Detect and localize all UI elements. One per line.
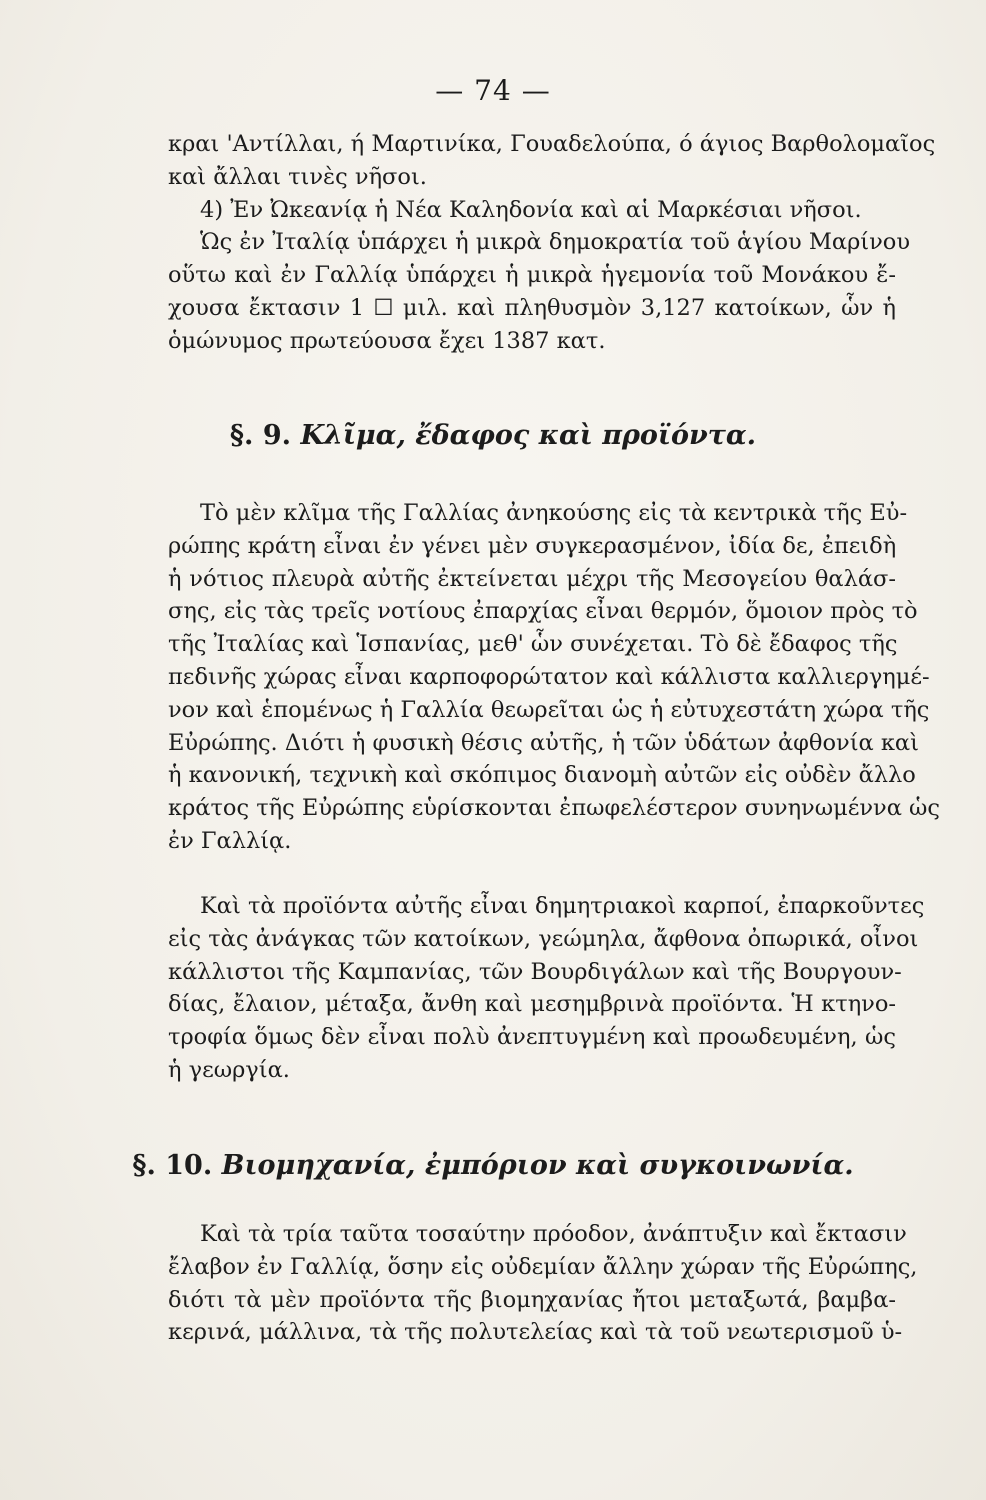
text-line: ἐν Γαλλίᾳ. <box>168 827 292 854</box>
page-number: — 74 — <box>435 74 551 107</box>
section-10-heading <box>0 1150 986 1181</box>
text-line: διότι τὰ μὲν προϊόντα τῆς βιομηχανίας ἤτοι μεταξωτά, βαμβα- <box>168 1286 896 1313</box>
text-line: ἡ γεωργία. <box>168 1056 290 1083</box>
section-number: §. 10. <box>132 1150 213 1181</box>
section-title: Βιομηχανία, ἐμπόριον καὶ συγκοινωνία. <box>221 1150 854 1181</box>
text-line: ὁμώνυμος πρωτεύουσα ἔχει 1387 κατ. <box>168 327 606 354</box>
text-line: κάλλιστοι τῆς Καμπανίας, τῶν Βουρδιγάλων καὶ τῆς Βουργουν- <box>168 958 902 985</box>
text-line: χουσα ἔκτασιν 1 ☐ μιλ. καὶ πληθυσμὸν 3,127 κατοίκων, ὧν ἡ <box>168 294 896 321</box>
text-line: ἔλαβον ἐν Γαλλίᾳ, ὅσην εἰς οὐδεμίαν ἄλλην χώραν τῆς Εὐρώπης, <box>168 1253 918 1280</box>
text-line: πεδινῆς χώρας εἶναι καρποφορώτατον καὶ κάλλιστα καλλιεργημέ- <box>168 663 930 690</box>
text-line: οὕτω καὶ ἐν Γαλλίᾳ ὑπάρχει ἡ μικρὰ ἡγεμονία τοῦ Μονάκου ἔ- <box>168 262 896 289</box>
text-line: ἡ νότιος πλευρὰ αὐτῆς ἐκτείνεται μέχρι τῆς Μεσογείου θαλάσ- <box>168 565 896 592</box>
text-line: Ὡς ἐν Ἰταλίᾳ ὑπάρχει ἡ μικρὰ δημοκρατία τοῦ ἁγίου Μαρίνου <box>200 229 911 256</box>
paragraph-block-2 <box>168 497 941 858</box>
text-line: καὶ ἄλλαι τινὲς νῆσοι. <box>168 163 427 190</box>
paragraph-block-4 <box>168 1218 918 1349</box>
text-line: ἡ κανονική, τεχνικὴ καὶ σκόπιμος διανομὴ αὐτῶν εἰς οὐδὲν ἄλλο <box>168 762 916 789</box>
text-line: σης, εἰς τὰς τρεῖς νοτίους ἐπαρχίας εἶναι θερμόν, ὅμοιον πρὸς τὸ <box>168 598 918 625</box>
text-line: δίας, ἔλαιον, μέταξα, ἄνθη καὶ μεσημβρινὰ προϊόντα. Ἡ κτηνο- <box>168 991 896 1018</box>
paragraph-block-1 <box>168 128 936 358</box>
text-line: κερινά, μάλλινα, τὰ τῆς πολυτελείας καὶ τὰ τοῦ νεωτερισμοῦ ὑ- <box>168 1319 903 1346</box>
text-line: τῆς Ἰταλίας καὶ Ἱσπανίας, μεθ' ὧν συνέχεται. Τὸ δὲ ἔδαφος τῆς <box>168 631 898 658</box>
section-9-heading <box>0 420 986 451</box>
text-line: ρώπης κράτη εἶναι ἐν γένει μὲν συγκερασμένον, ἰδία δε, ἐπειδὴ <box>168 532 897 559</box>
section-title: Κλῖμα, ἔδαφος καὶ προϊόντα. <box>300 420 757 451</box>
text-line: νον καὶ ἑπομένως ἡ Γαλλία θεωρεῖται ὡς ἡ εὐτυχεστάτη χώρα τῆς <box>168 696 930 723</box>
text-line: Καὶ τὰ προϊόντα αὐτῆς εἶναι δημητριακοὶ καρποί, ἐπαρκοῦντες <box>200 893 925 919</box>
text-line: κράτος τῆς Εὐρώπης εὑρίσκονται ἐπωφελέστερον συνηνωμέννα ὡς <box>168 795 941 822</box>
text-line: εἰς τὰς ἀνάγκας τῶν κατοίκων, γεώμηλα, ἄφθονα ὀπωρικά, οἶνοι <box>168 925 919 952</box>
text-line: κραι 'Αντίλλαι, ή Μαρτινίκα, Γουαδελούπα, ό άγιος Βαρθολομαῖος <box>168 131 936 157</box>
paragraph-block-3 <box>168 890 925 1087</box>
text-line: Εὐρώπης. Διότι ἡ φυσικὴ θέσις αὐτῆς, ἡ τῶν ὑδάτων ἀφθονία καὶ <box>168 729 919 756</box>
text-line: 4) Ἐν Ὠκεανίᾳ ἡ Νέα Καληδονία καὶ αἱ Μαρκέσιαι νῆσοι. <box>200 196 862 223</box>
text-line: Καὶ τὰ τρία ταῦτα τοσαύτην πρόοδον, ἀνάπτυξιν καὶ ἔκτασιν <box>200 1221 907 1247</box>
text-line: Τὸ μὲν κλῖμα τῆς Γαλλίας ἀνηκούσης εἰς τὰ κεντρικὰ τῆς Εὐ- <box>200 500 908 526</box>
section-number: §. 9. <box>229 420 292 451</box>
text-line: τροφία ὅμως δὲν εἶναι πολὺ ἀνεπτυγμένη καὶ προωδευμένη, ὡς <box>168 1024 896 1051</box>
